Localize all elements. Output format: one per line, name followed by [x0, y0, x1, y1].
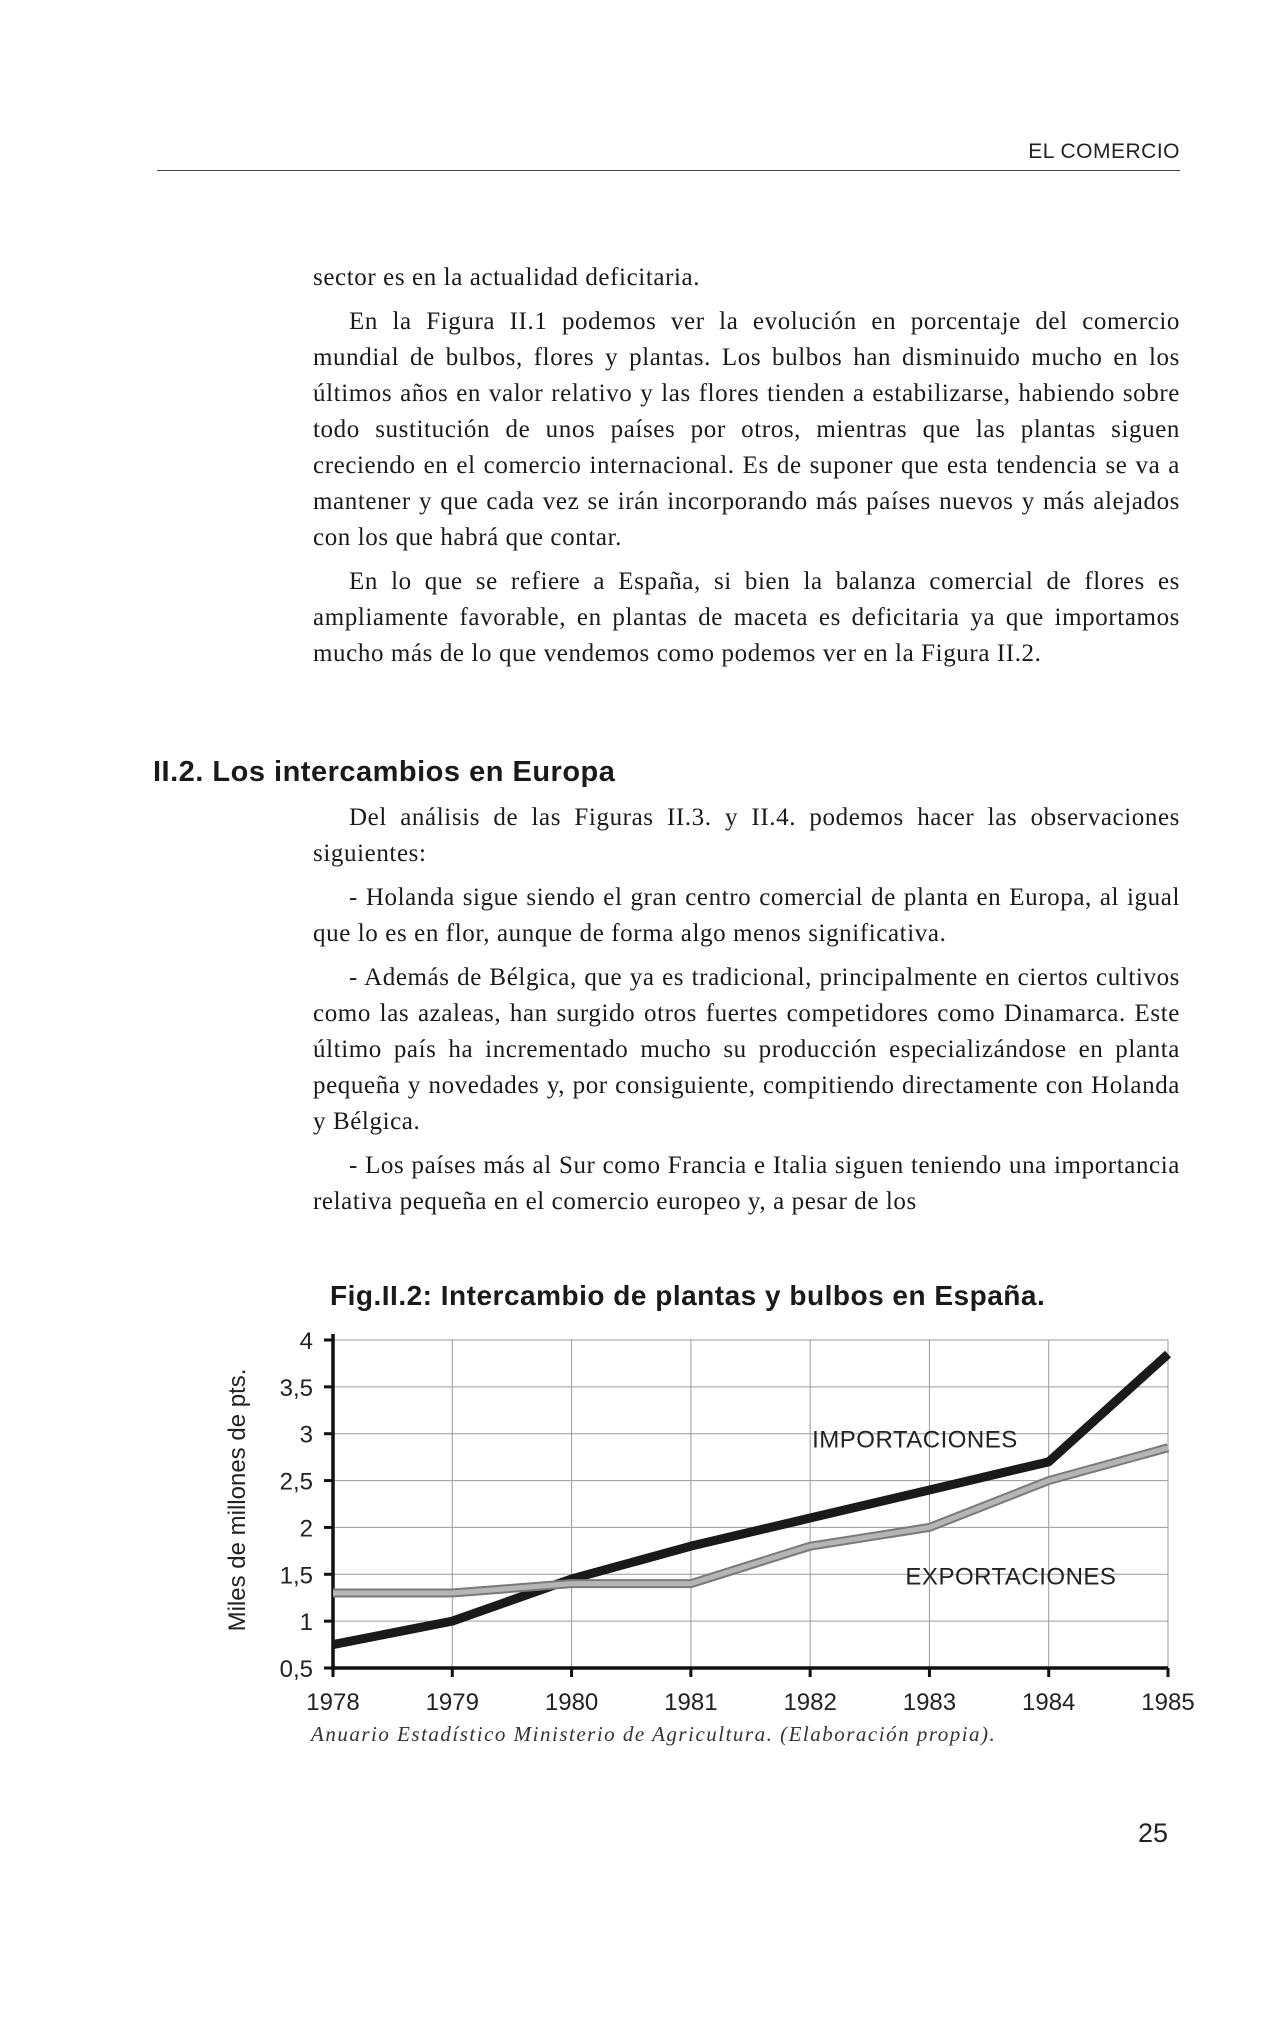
series-line-exportaciones	[333, 1448, 1168, 1593]
section-heading: II.2. Los intercambios en Europa	[153, 756, 616, 788]
x-tick-label: 1983	[902, 1689, 957, 1716]
paragraph: - Además de Bélgica, que ya es tradicional, principalmente en ciertos cultivos como las azaleas, han surgido otros fuertes competidores como Dinamarca. Este último país ha incrementado mucho su producción especializándose en planta pequeña y novedades y, por consiguiente, compitiendo directamente con Holanda y Bélgica.	[313, 964, 1180, 1135]
page-number: 25	[1138, 1818, 1169, 1848]
y-tick-label: 3	[299, 1421, 313, 1449]
paragraph: sector es en la actualidad deficitaria.	[313, 264, 701, 291]
paragraph: - Holanda sigue siendo el gran centro comercial de planta en Europa, al igual que lo es en flor, aunque de forma algo menos significativa.	[313, 884, 1180, 947]
body-text-section	[313, 800, 1180, 1220]
y-tick-label: 1,5	[279, 1562, 313, 1590]
x-tick-label: 1980	[544, 1689, 599, 1716]
x-tick-label: 1981	[664, 1689, 718, 1716]
x-tick-label: 1985	[1141, 1689, 1195, 1716]
series-line-outline	[333, 1448, 1168, 1593]
running-head: EL COMERCIO	[157, 140, 1180, 171]
x-tick-label: 1982	[783, 1689, 837, 1716]
y-tick-label: 2	[299, 1515, 313, 1543]
figure-source: Anuario Estadístico Ministerio de Agricultura. (Elaboración propia).	[311, 1722, 997, 1746]
series-label-exportaciones: EXPORTACIONES	[905, 1563, 1117, 1591]
series-line-importaciones	[333, 1354, 1168, 1645]
y-tick-label: 2,5	[279, 1468, 313, 1496]
figure-title: Fig.II.2: Intercambio de plantas y bulbos en España.	[330, 1280, 1046, 1311]
body-text-top	[313, 260, 1180, 672]
y-tick-label: 4	[299, 1328, 313, 1355]
x-tick-label: 1978	[306, 1689, 360, 1716]
y-tick-label: 0,5	[279, 1656, 313, 1683]
y-tick-label: 1	[299, 1609, 313, 1637]
series-label-importaciones: IMPORTACIONES	[812, 1426, 1018, 1454]
paragraph: Del análisis de las Figuras II.3. y II.4. podemos hacer las observaciones siguientes:	[313, 804, 1180, 867]
y-tick-label: 3,5	[279, 1374, 313, 1402]
paragraph: - Los países más al Sur como Francia e Italia siguen teniendo una importancia relativa pequeña en el comercio europeo y, a pesar de los	[313, 1152, 1180, 1215]
x-tick-label: 1984	[1022, 1689, 1076, 1716]
y-axis-label: Miles de millones de pts.	[224, 1368, 251, 1632]
paragraph: En la Figura II.1 podemos ver la evolución en porcentaje del comercio mundial de bulbos, flores y plantas. Los bulbos han disminuido mucho en los últimos años en valor relativo y las flores tienden a estabilizarse, habiendo sobre todo sustitución de unos países por otros, mientras que las plantas siguen creciendo en el comercio internacional. Es de suponer que esta tendencia se va a mantener y que cada vez se irán incorporando más países nuevos y más alejados con los que habrá que contar.	[313, 308, 1180, 551]
x-tick-label: 1979	[425, 1689, 479, 1716]
paragraph: En lo que se refiere a España, si bien la balanza comercial de flores es ampliamente favorable, en plantas de maceta es deficitaria ya que importamos mucho más de lo que vendemos como podemos ver en la Figura II.2.	[313, 568, 1180, 667]
